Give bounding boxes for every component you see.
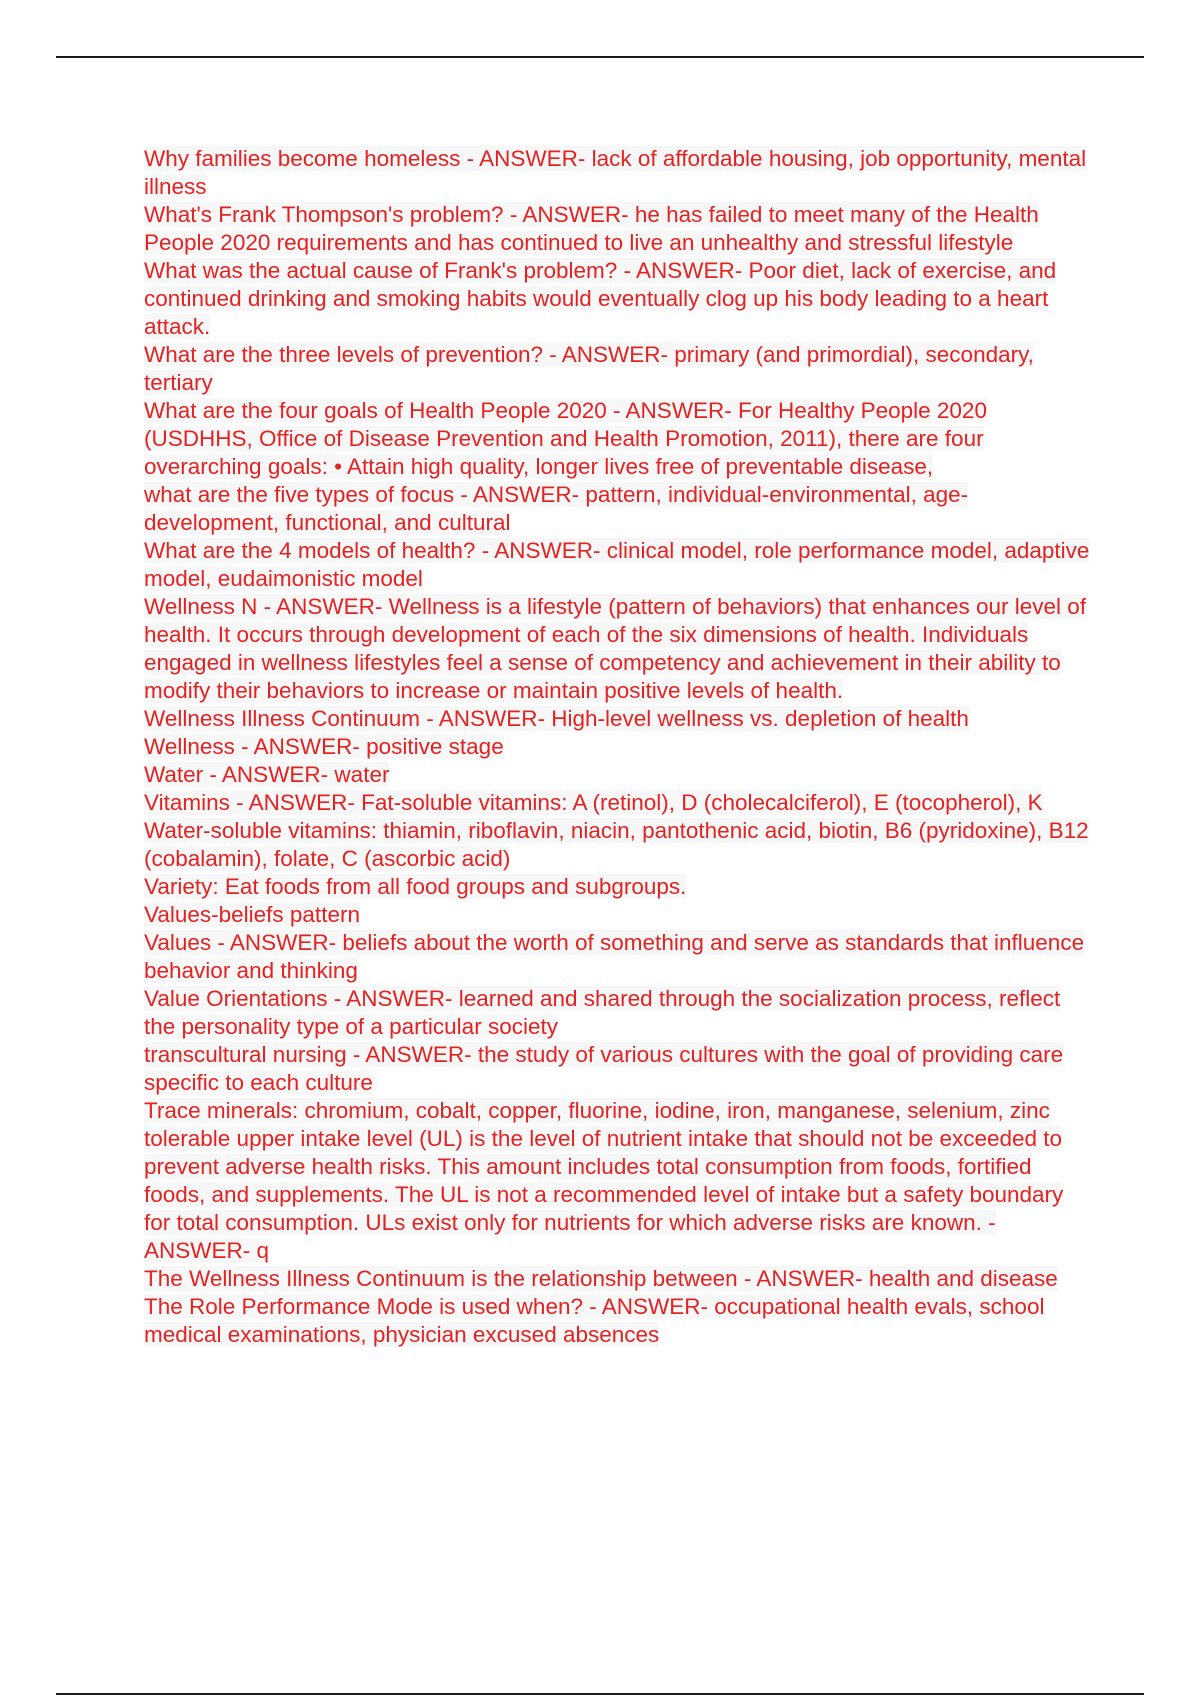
document-body — [144, 145, 1094, 1349]
qa-entry-text: Wellness - ANSWER- positive stage — [144, 734, 504, 759]
qa-entry-text: Vitamins - ANSWER- Fat-soluble vitamins: A (retinol), D (cholecalciferol), E (tocopherol), K Water-soluble vitamins: thiamin, riboflavin, niacin, pantothenic acid, biotin, B6 (pyridoxine), B12 (cobalamin), folate, C (ascorbic acid) — [144, 790, 1089, 871]
qa-entry-text: The Role Performance Mode is used when? - ANSWER- occupational health evals, school medical examinations, physician excused absences — [144, 1294, 1045, 1347]
qa-entry-text: tolerable upper intake level (UL) is the level of nutrient intake that should not be exceeded to prevent adverse health risks. This amount includes total consumption from foods, fortified foods, and supplements. The UL is not a recommended level of intake but a safety boundary for total consumption. ULs exist only for nutrients for which adverse risks are known. - ANSWER- q — [144, 1126, 1064, 1263]
qa-entry — [144, 1041, 1094, 1097]
qa-entry — [144, 201, 1094, 257]
qa-entry — [144, 873, 1094, 901]
qa-entry — [144, 537, 1094, 593]
qa-entry-text: Value Orientations - ANSWER- learned and shared through the socialization process, reflect the personality type of a particular society — [144, 986, 1061, 1039]
qa-entry — [144, 705, 1094, 733]
qa-entry-text: What's Frank Thompson's problem? - ANSWER- he has failed to meet many of the Health People 2020 requirements and has continued to live an unhealthy and stressful lifestyle — [144, 202, 1039, 255]
qa-entry-text: Wellness Illness Continuum - ANSWER- High-level wellness vs. depletion of health — [144, 706, 969, 731]
qa-entry — [144, 145, 1094, 201]
qa-entry — [144, 257, 1094, 341]
qa-entry — [144, 929, 1094, 985]
bottom-divider — [56, 1693, 1144, 1695]
qa-entry-text: The Wellness Illness Continuum is the relationship between - ANSWER- health and disease — [144, 1266, 1058, 1291]
qa-entry — [144, 985, 1094, 1041]
qa-entry-text: What are the three levels of prevention? - ANSWER- primary (and primordial), secondary, tertiary — [144, 342, 1034, 395]
qa-entry — [144, 1293, 1094, 1349]
qa-entry — [144, 789, 1094, 873]
qa-entry — [144, 1125, 1094, 1265]
qa-entry-text: transcultural nursing - ANSWER- the study of various cultures with the goal of providing care specific to each culture — [144, 1042, 1064, 1095]
qa-entry-text: Values-beliefs pattern — [144, 902, 360, 927]
qa-entry-text: What are the 4 models of health? - ANSWER- clinical model, role performance model, adaptive model, eudaimonistic model — [144, 538, 1090, 591]
qa-entry-text: Wellness N - ANSWER- Wellness is a lifestyle (pattern of behaviors) that enhances our level of health. It occurs through development of each of the six dimensions of health. Individuals engaged in wellness lifestyles feel a sense of competency and achievement in their ability to modify their behaviors to increase or maintain positive levels of health. — [144, 594, 1087, 703]
qa-entry-text: Variety: Eat foods from all food groups and subgroups. — [144, 874, 687, 899]
qa-entry-text: Trace minerals: chromium, cobalt, copper, fluorine, iodine, iron, manganese, selenium, zinc — [144, 1098, 1050, 1123]
qa-entry — [144, 593, 1094, 705]
qa-entry-text: Values - ANSWER- beliefs about the worth of something and serve as standards that influence behavior and thinking — [144, 930, 1085, 983]
qa-entry — [144, 901, 1094, 929]
qa-entry — [144, 341, 1094, 397]
qa-entry-text: Water - ANSWER- water — [144, 762, 390, 787]
qa-entry — [144, 761, 1094, 789]
qa-entry-text: what are the five types of focus - ANSWER- pattern, individual-environmental, age-development, functional, and cultural — [144, 482, 969, 535]
qa-entry — [144, 1097, 1094, 1125]
qa-entry-text: What are the four goals of Health People 2020 - ANSWER- For Healthy People 2020 (USDHHS, Office of Disease Prevention and Health Promotion, 2011), there are four overarching goals: • Attain high quality, longer lives free of preventable disease, — [144, 398, 987, 479]
qa-entry-text: What was the actual cause of Frank's problem? - ANSWER- Poor diet, lack of exercise, and continued drinking and smoking habits would eventually clog up his body leading to a heart attack. — [144, 258, 1057, 339]
qa-entry — [144, 1265, 1094, 1293]
top-divider — [56, 56, 1144, 58]
qa-entry — [144, 733, 1094, 761]
qa-entry-text: Why families become homeless - ANSWER- lack of affordable housing, job opportunity, mental illness — [144, 146, 1087, 199]
qa-entry — [144, 481, 1094, 537]
qa-entry — [144, 397, 1094, 481]
